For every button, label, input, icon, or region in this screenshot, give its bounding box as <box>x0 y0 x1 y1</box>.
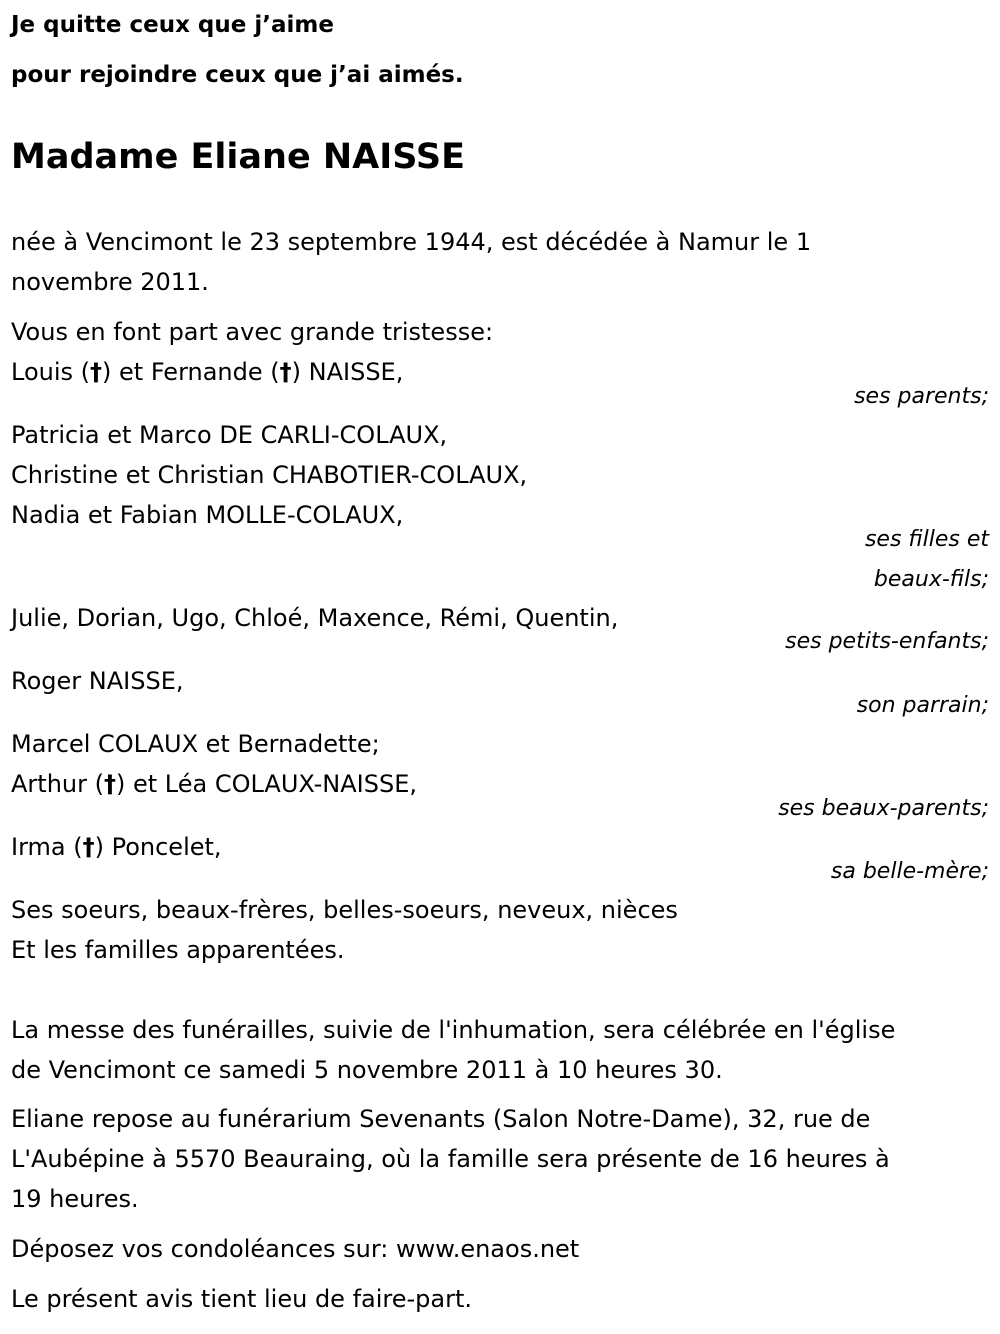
relation-in-laws: ses beaux-parents; <box>778 796 989 821</box>
daughters-line-3: Nadia et Fabian MOLLE-COLAUX, <box>11 501 404 529</box>
relation-godfather: son parrain; <box>856 693 989 718</box>
relation-mother-in-law: sa belle-mère; <box>830 859 989 884</box>
parents-louis: Louis ( <box>11 358 91 386</box>
mother-in-law-rest: ) Poncelet, <box>94 833 222 861</box>
relation-daughters-line-1: ses filles et <box>864 527 989 552</box>
funeral-line-2: de Vencimont ce samedi 5 novembre 2011 à 10 heures 30. <box>11 1056 723 1084</box>
closing-text: Le présent avis tient lieu de faire-part. <box>11 1285 473 1313</box>
grandchildren-line: Julie, Dorian, Ugo, Chloé, Maxence, Rémi, Quentin, <box>11 604 619 632</box>
mother-in-law-line <box>11 832 222 862</box>
cross-icon: † <box>82 833 95 861</box>
relation-parents: ses parents; <box>854 384 989 409</box>
page-title: Madame Eliane NAISSE <box>11 137 466 177</box>
rest-place-line-3: 19 heures. <box>11 1185 139 1213</box>
funeral-line-1: La messe des funérailles, suivie de l'inhumation, sera célébrée en l'église <box>11 1016 896 1044</box>
cross-icon: † <box>103 770 116 798</box>
epigraph-line-1: Je quitte ceux que j’aime <box>11 12 334 38</box>
mother-in-law-irma: Irma ( <box>11 833 83 861</box>
relation-grandchildren: ses petits-enfants; <box>785 629 989 654</box>
rest-place-line-2: L'Aubépine à 5570 Beauraing, où la famille sera présente de 16 heures à <box>11 1145 890 1173</box>
others-line-2: Et les familles apparentées. <box>11 936 345 964</box>
condolences-text: Déposez vos condoléances sur: www.enaos.net <box>11 1235 580 1263</box>
cross-icon: † <box>279 358 292 386</box>
parents-fernande: ) et Fernande ( <box>102 358 280 386</box>
relation-daughters-line-2: beaux-fils; <box>873 567 989 592</box>
announcement-text: Vous en font part avec grande tristesse: <box>11 318 494 346</box>
daughters-line-1: Patricia et Marco DE CARLI-COLAUX, <box>11 421 448 449</box>
cross-icon: † <box>90 358 103 386</box>
in-laws-rest: ) et Léa COLAUX-NAISSE, <box>115 770 418 798</box>
parents-line <box>11 357 403 387</box>
in-laws-line-1: Marcel COLAUX et Bernadette; <box>11 730 380 758</box>
rest-place-line-1: Eliane repose au funérarium Sevenants (Salon Notre-Dame), 32, rue de <box>11 1105 871 1133</box>
godfather-line: Roger NAISSE, <box>11 667 184 695</box>
in-laws-arthur: Arthur ( <box>11 770 104 798</box>
daughters-line-2: Christine et Christian CHABOTIER-COLAUX, <box>11 461 528 489</box>
intro-line-2: novembre 2011. <box>11 268 209 296</box>
intro-line-1: née à Vencimont le 23 septembre 1944, est décédée à Namur le 1 <box>11 228 812 256</box>
parents-surname: ) NAISSE, <box>291 358 404 386</box>
epigraph-line-2: pour rejoindre ceux que j’ai aimés. <box>11 62 464 88</box>
others-line-1: Ses soeurs, beaux-frères, belles-soeurs, neveux, nièces <box>11 896 678 924</box>
in-laws-line-2 <box>11 769 417 799</box>
